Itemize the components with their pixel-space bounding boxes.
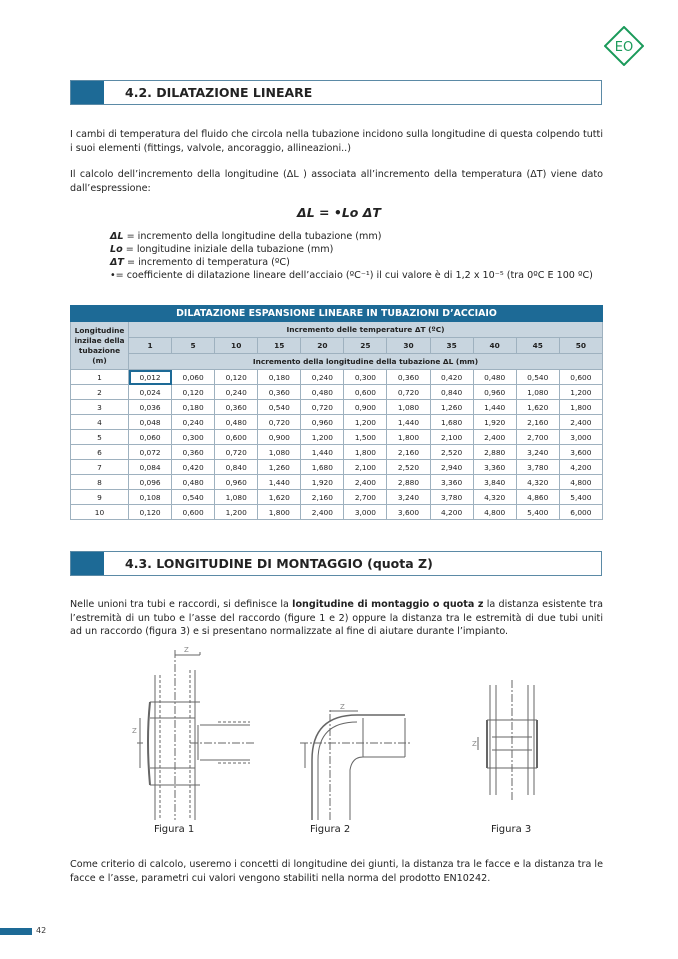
delta-cell: 1,080	[215, 490, 258, 505]
delta-cell: 4,800	[473, 505, 516, 520]
svg-text:Z: Z	[472, 740, 477, 748]
delta-cell: 1,920	[301, 475, 344, 490]
length-cell: 8	[71, 475, 129, 490]
calc-paragraph: Il calcolo dell’incremento della longitudine (ΔL ) associata all’incremento della temperatura (ΔT) viene dato dall’espressione:	[70, 169, 603, 194]
dilatation-table	[70, 305, 603, 520]
section-title: 4.2. DILATAZIONE LINEARE	[125, 85, 313, 100]
temp-column-header: 5	[172, 338, 215, 354]
table-row	[71, 505, 603, 520]
delta-cell: 0,600	[344, 385, 387, 400]
temp-column-header: 20	[301, 338, 344, 354]
section-title: 4.3. LONGITUDINE DI MONTAGGIO (quota Z)	[125, 556, 433, 571]
temp-column-header: 40	[473, 338, 516, 354]
delta-cell: 1,260	[430, 400, 473, 415]
svg-text:Z: Z	[132, 727, 137, 735]
delta-cell: 2,880	[387, 475, 430, 490]
delta-cell: 2,160	[516, 415, 559, 430]
delta-cell: 0,120	[215, 370, 258, 385]
delta-cell: 0,480	[172, 475, 215, 490]
delta-cell: 4,800	[559, 475, 602, 490]
delta-cell: 1,620	[258, 490, 301, 505]
figure-1-caption: Figura 1	[154, 824, 195, 835]
delta-cell: 2,400	[473, 430, 516, 445]
delta-cell: 0,540	[172, 490, 215, 505]
delta-cell: 2,520	[387, 460, 430, 475]
table-row	[71, 490, 603, 505]
delta-cell: 2,700	[516, 430, 559, 445]
delta-cell: 0,540	[516, 370, 559, 385]
delta-cell: 1,200	[559, 385, 602, 400]
delta-cell: 1,200	[215, 505, 258, 520]
delta-cell: 0,840	[215, 460, 258, 475]
delta-cell: 1,080	[516, 385, 559, 400]
delta-cell: 0,420	[172, 460, 215, 475]
temp-column-header: 10	[215, 338, 258, 354]
delta-cell: 0,960	[215, 475, 258, 490]
svg-text:Z: Z	[340, 703, 345, 711]
delta-cell: 2,940	[430, 460, 473, 475]
delta-cell: 3,240	[387, 490, 430, 505]
figure-3-caption: Figura 3	[491, 824, 532, 835]
delta-cell: 1,080	[387, 400, 430, 415]
delta-cell: 3,780	[430, 490, 473, 505]
delta-cell: 0,360	[387, 370, 430, 385]
delta-cell: 4,860	[516, 490, 559, 505]
page-number: 42	[36, 926, 47, 935]
delta-cell: 0,900	[258, 430, 301, 445]
table-row	[71, 370, 603, 385]
row-header: Longitudine inzilae della tubazione (m)	[71, 322, 129, 370]
formula-legend	[110, 230, 593, 282]
figure-3-coupling-drawing	[478, 680, 537, 800]
delta-cell: 3,780	[516, 460, 559, 475]
delta-cell: 0,300	[344, 370, 387, 385]
delta-cell: 1,620	[516, 400, 559, 415]
delta-cell: 0,180	[258, 370, 301, 385]
svg-text:Z: Z	[184, 646, 189, 654]
delta-cell: 0,300	[172, 430, 215, 445]
delta-cell: 1,680	[430, 415, 473, 430]
table-row	[71, 415, 603, 430]
delta-cell: 0,072	[129, 445, 172, 460]
svg-text:EO: EO	[614, 40, 634, 55]
heading-accent-block	[71, 81, 104, 104]
temp-column-header: 35	[430, 338, 473, 354]
delta-cell: 2,700	[344, 490, 387, 505]
delta-cell: 3,600	[387, 505, 430, 520]
delta-cell: 0,120	[172, 385, 215, 400]
delta-cell: 0,600	[215, 430, 258, 445]
delta-cell: 1,800	[258, 505, 301, 520]
delta-cell: 3,360	[473, 460, 516, 475]
delta-cell: 1,440	[473, 400, 516, 415]
delta-cell: 0,720	[387, 385, 430, 400]
length-cell: 2	[71, 385, 129, 400]
delta-cell: 0,060	[172, 370, 215, 385]
table-row	[71, 445, 603, 460]
delta-cell: 3,240	[516, 445, 559, 460]
delta-cell: 0,720	[258, 415, 301, 430]
table-row	[71, 385, 603, 400]
page-number-bar	[0, 928, 32, 935]
delta-cell: 4,320	[473, 490, 516, 505]
temp-column-header: 15	[258, 338, 301, 354]
delta-cell: 1,500	[344, 430, 387, 445]
heading-accent-block	[71, 552, 104, 575]
delta-cell: 1,680	[301, 460, 344, 475]
delta-cell: 0,048	[129, 415, 172, 430]
table-row	[71, 475, 603, 490]
delta-cell: 2,880	[473, 445, 516, 460]
temp-header: Incremento delle temperature ΔT (ºC)	[129, 322, 603, 338]
delta-cell: 4,200	[559, 460, 602, 475]
delta-cell: 0,108	[129, 490, 172, 505]
temp-column-header: 30	[387, 338, 430, 354]
delta-cell: 1,200	[301, 430, 344, 445]
delta-cell: 1,920	[473, 415, 516, 430]
delta-cell: 1,440	[301, 445, 344, 460]
length-cell: 3	[71, 400, 129, 415]
delta-cell: 1,080	[258, 445, 301, 460]
intro-paragraph: I cambi di temperatura del fluido che circola nella tubazione incidono sulla longitudine di questa colpendo tutti i suoi elementi (fittings, valvole, ancoraggio, allineazioni..)	[70, 129, 603, 154]
length-cell: 9	[71, 490, 129, 505]
delta-cell: 1,800	[559, 400, 602, 415]
delta-header: Incremento della longitudine della tubazione ΔL (mm)	[129, 354, 603, 370]
delta-cell: 2,400	[301, 505, 344, 520]
section-heading-montaggio	[70, 551, 602, 576]
montaggio-paragraph: Nelle unioni tra tubi e raccordi, si definisce la longitudine di montaggio o quota z la distanza esistente tra l’estremità di un tubo e l’asse del raccordo (figure 1 e 2) oppure la distanza tra le estremità di due tubi uniti ad un raccordo (figura 3) e si presentano normalizzate al fine di aiutare durante l’impianto.	[70, 599, 603, 637]
delta-cell: 0,240	[215, 385, 258, 400]
delta-cell: 5,400	[559, 490, 602, 505]
temp-column-header: 1	[129, 338, 172, 354]
delta-cell: 2,400	[559, 415, 602, 430]
delta-cell: 4,320	[516, 475, 559, 490]
delta-cell: 4,200	[430, 505, 473, 520]
delta-cell: 2,160	[301, 490, 344, 505]
closing-paragraph: Come criterio di calcolo, useremo i concetti di longitudine dei giunti, la distanza tra le facce e la distanza tra le facce e l’asse, parametri cui valori vengono stabiliti nella norma del prodotto EN10242.	[70, 859, 603, 884]
delta-cell: 0,240	[301, 370, 344, 385]
delta-cell: 0,900	[344, 400, 387, 415]
delta-cell: 0,084	[129, 460, 172, 475]
delta-cell: 0,096	[129, 475, 172, 490]
length-cell: 10	[71, 505, 129, 520]
delta-cell: 1,200	[344, 415, 387, 430]
delta-cell: 0,240	[172, 415, 215, 430]
delta-cell: 0,360	[215, 400, 258, 415]
table-row	[71, 460, 603, 475]
delta-cell: 1,800	[344, 445, 387, 460]
legend-item: ΔT = incremento di temperatura (ºC)	[110, 257, 290, 268]
length-cell: 1	[71, 370, 129, 385]
delta-cell: 1,440	[258, 475, 301, 490]
table-row	[71, 400, 603, 415]
company-logo	[604, 26, 644, 66]
fittings-diagram	[100, 640, 560, 825]
table-title: DILATAZIONE ESPANSIONE LINEARE IN TUBAZIONI D’ACCIAIO	[71, 306, 603, 322]
delta-cell: 3,840	[473, 475, 516, 490]
delta-cell: 0,600	[172, 505, 215, 520]
delta-cell: 0,120	[129, 505, 172, 520]
temp-column-header: 45	[516, 338, 559, 354]
delta-cell: 0,360	[172, 445, 215, 460]
length-cell: 6	[71, 445, 129, 460]
delta-cell: 0,540	[258, 400, 301, 415]
temp-column-header: 50	[559, 338, 602, 354]
delta-cell: 0,480	[215, 415, 258, 430]
delta-cell: 0,480	[301, 385, 344, 400]
figure-1-tee-drawing	[137, 650, 255, 820]
delta-cell: 0,360	[258, 385, 301, 400]
legend-item: ΔL = incremento della longitudine della tubazione (mm)	[110, 231, 382, 242]
delta-cell: 3,000	[344, 505, 387, 520]
delta-cell: 2,400	[344, 475, 387, 490]
delta-cell: 0,720	[301, 400, 344, 415]
legend-item: Lo = longitudine iniziale della tubazione (mm)	[110, 244, 334, 255]
delta-cell: 0,060	[129, 430, 172, 445]
delta-cell: 0,960	[473, 385, 516, 400]
figure-2-elbow-drawing	[300, 710, 410, 820]
delta-cell: 0,840	[430, 385, 473, 400]
delta-cell: 2,100	[430, 430, 473, 445]
formula: ΔL = •Lo ΔT	[297, 205, 381, 220]
delta-cell: 0,720	[215, 445, 258, 460]
delta-cell: 0,600	[559, 370, 602, 385]
delta-cell: 0,480	[473, 370, 516, 385]
delta-cell: 0,420	[430, 370, 473, 385]
delta-cell: 1,440	[387, 415, 430, 430]
delta-cell: 1,260	[258, 460, 301, 475]
legend-item: •= coefficiente di dilatazione lineare dell’acciaio (ºC⁻¹) il cui valore è di 1,2 x 10⁻⁵ (tra 0ºC E 100 ºC)	[110, 270, 593, 281]
temp-column-header: 25	[344, 338, 387, 354]
delta-cell: 0,012	[129, 370, 172, 385]
delta-cell: 6,000	[559, 505, 602, 520]
length-cell: 4	[71, 415, 129, 430]
section-heading-dilatazione	[70, 80, 602, 105]
delta-cell: 2,100	[344, 460, 387, 475]
length-cell: 5	[71, 430, 129, 445]
delta-cell: 5,400	[516, 505, 559, 520]
delta-cell: 0,024	[129, 385, 172, 400]
delta-cell: 0,036	[129, 400, 172, 415]
delta-cell: 3,000	[559, 430, 602, 445]
delta-cell: 0,180	[172, 400, 215, 415]
delta-cell: 2,160	[387, 445, 430, 460]
delta-cell: 3,360	[430, 475, 473, 490]
table-row	[71, 430, 603, 445]
delta-cell: 1,800	[387, 430, 430, 445]
delta-cell: 0,960	[301, 415, 344, 430]
figure-2-caption: Figura 2	[310, 824, 351, 835]
delta-cell: 2,520	[430, 445, 473, 460]
delta-cell: 3,600	[559, 445, 602, 460]
length-cell: 7	[71, 460, 129, 475]
